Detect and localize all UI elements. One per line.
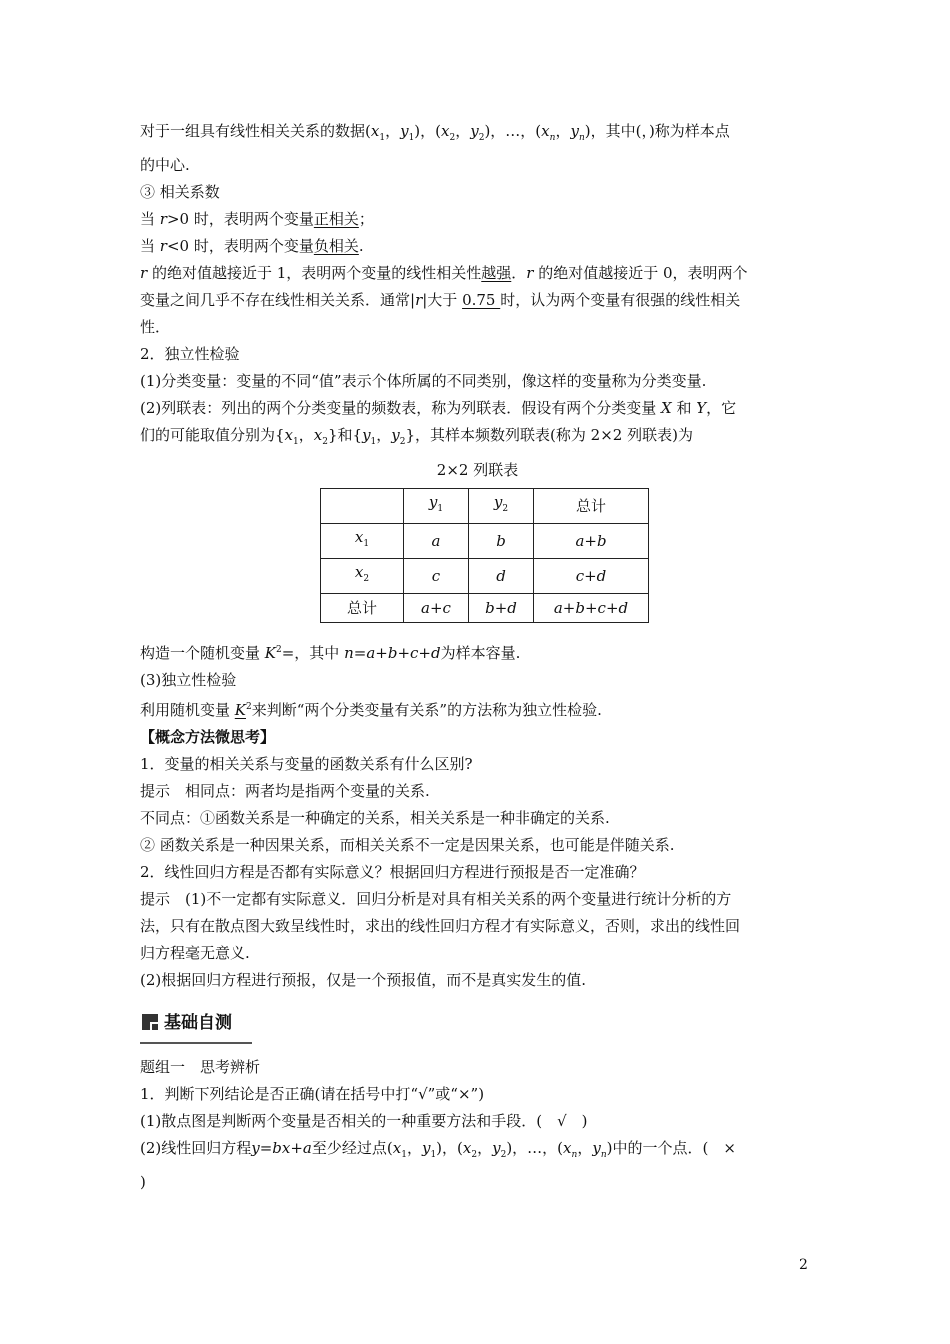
- text: 的绝对值越接近于 0，表明两个: [533, 264, 748, 282]
- text: ，: [577, 1139, 593, 1157]
- table-cell: a+b+c+d: [534, 594, 649, 623]
- table-row: [321, 524, 649, 559]
- subscript: 2: [471, 1150, 478, 1160]
- paragraph-line: [140, 233, 815, 260]
- text: ，: [298, 426, 314, 444]
- text: 利用随机变量: [140, 701, 235, 719]
- text: 当: [140, 210, 160, 228]
- math-var: x: [392, 1139, 402, 1157]
- math-var: n: [344, 644, 354, 662]
- text: )，其中(，)称为样本点: [584, 122, 730, 140]
- paragraph-line: 不同点：①函数关系是一种确定的关系，相关关系是一种非确定的关系.: [140, 809, 610, 827]
- table-header-cell: [404, 489, 469, 524]
- text: 构造一个随机变量: [140, 644, 265, 662]
- table-header-cell: [321, 489, 404, 524]
- subscript: 2: [478, 133, 485, 143]
- text: 来判断“两个分类变量有关系”的方法称为独立性检验.: [251, 701, 602, 719]
- text: ，它: [706, 399, 737, 417]
- text: =: [353, 644, 367, 662]
- text: )，…，(: [484, 122, 542, 140]
- text: }，其样本频数列联表(称为 2×2 列联表)为: [405, 426, 693, 444]
- paragraph-line: ② 函数关系是一种因果关系，而相关关系不一定是因果关系，也可能是伴随关系.: [140, 836, 675, 854]
- statement-line: [140, 1135, 815, 1169]
- text: 至少经过点(: [311, 1139, 393, 1157]
- text: 对于一组具有线性相关关系的数据(: [140, 122, 371, 140]
- math-expression: a+b+c+d: [366, 644, 441, 662]
- math-var: y: [493, 493, 503, 511]
- text: )，…，(: [506, 1139, 564, 1157]
- page-number: 2: [799, 1257, 808, 1273]
- text: ，: [455, 122, 471, 140]
- math-var: y: [400, 122, 409, 140]
- subheading: (3)独立性检验: [140, 671, 237, 689]
- table-header-row: [321, 489, 649, 524]
- table-row: [321, 594, 649, 623]
- text: ，: [385, 122, 401, 140]
- math-var: X: [661, 399, 672, 417]
- math-var: r: [140, 264, 148, 282]
- text: }和{: [327, 426, 363, 444]
- text: <0 时，表明两个变量: [166, 237, 314, 255]
- subscript: 2: [322, 437, 328, 447]
- text: (2)线性回归方程: [140, 1139, 252, 1157]
- text: 当: [140, 237, 160, 255]
- subscript: 2: [399, 437, 406, 447]
- hint-line: 提示 (1)不一定都有实际意义．回归分析是对具有相关关系的两个变量进行统计分析的方: [140, 890, 732, 908]
- text: )中的一个点．( ×: [606, 1139, 736, 1157]
- paragraph-line: [140, 206, 815, 233]
- paragraph-line: [140, 637, 815, 667]
- section-square-icon: [142, 1014, 158, 1030]
- text: ，: [406, 1139, 422, 1157]
- math-var: x: [284, 426, 294, 444]
- text: )，(: [436, 1139, 463, 1157]
- subscript: 1: [379, 133, 386, 143]
- statement-line: ): [140, 1173, 146, 1191]
- section-header: [140, 1008, 252, 1044]
- table-cell: a+c: [404, 594, 469, 623]
- text: ，: [555, 122, 571, 140]
- math-var: x: [354, 563, 364, 581]
- table-cell: c: [404, 559, 469, 594]
- text: |大于: [422, 291, 463, 309]
- math-var: K: [234, 701, 246, 719]
- paragraph-line: [140, 287, 815, 314]
- table-cell: 总计: [321, 594, 404, 623]
- table-cell: d: [469, 559, 534, 594]
- subscript: 1: [370, 437, 377, 447]
- page-content: [140, 118, 815, 1196]
- subscript: n: [549, 133, 556, 143]
- text: 变量之间几乎不存在线性相关关系．通常|: [140, 291, 416, 309]
- subscript: 2: [363, 574, 370, 584]
- subheading: 2．独立性检验: [140, 345, 240, 363]
- subscript: n: [571, 1150, 578, 1160]
- underlined-answer: 0.75: [462, 291, 501, 309]
- superscript: 2: [276, 645, 282, 655]
- math-var: x: [541, 122, 550, 140]
- math-expression: y=bx+a: [251, 1139, 312, 1157]
- math-var: y: [492, 1139, 501, 1157]
- paragraph-line: [140, 422, 815, 456]
- statement-line: (1)散点图是判断两个变量是否相关的一种重要方法和手段．( √ ): [140, 1112, 588, 1130]
- math-var: y: [470, 122, 479, 140]
- subscript: 1: [401, 1150, 407, 1160]
- table-cell: [321, 559, 404, 594]
- math-var: y: [421, 1139, 431, 1157]
- math-var: K: [264, 644, 276, 662]
- paragraph-line: [140, 395, 815, 422]
- math-var: x: [313, 426, 323, 444]
- math-var: y: [592, 1139, 601, 1157]
- math-var: r: [159, 210, 167, 228]
- text: >0 时，表明两个变量: [166, 210, 314, 228]
- math-var: r: [526, 264, 534, 282]
- subscript: 2: [500, 1150, 507, 1160]
- text: )，(: [414, 122, 442, 140]
- paragraph-line: 归方程毫无意义.: [140, 944, 250, 962]
- paragraph-line: [140, 694, 815, 724]
- superscript: 2: [246, 702, 252, 712]
- underlined-answer: 正相关: [313, 210, 359, 228]
- text: ，: [376, 426, 392, 444]
- paragraph-line: 的中心.: [140, 156, 190, 174]
- table-header-cell: 总计: [534, 489, 649, 524]
- math-var: y: [428, 493, 438, 511]
- question-line: 2．线性回归方程是否都有实际意义？根据回归方程进行预报是否一定准确？: [140, 863, 645, 881]
- paragraph-line: (1)分类变量：变量的不同“值”表示个体所属的不同类别，像这样的变量称为分类变量.: [140, 372, 707, 390]
- math-var: y: [570, 122, 579, 140]
- text: .: [358, 237, 364, 255]
- subscript: 1: [363, 539, 370, 549]
- group-label: 题组一 思考辨析: [140, 1058, 261, 1076]
- table-header-cell: [469, 489, 534, 524]
- question-line: 1．判断下列结论是否正确(请在括号中打“√”或“×”): [140, 1085, 485, 1103]
- math-var: x: [354, 528, 364, 546]
- section-title: 基础自测: [164, 1013, 232, 1033]
- text: (2)列联表：列出的两个分类变量的频数表，称为列联表．假设有两个分类变量: [140, 399, 662, 417]
- table-row: [321, 559, 649, 594]
- paragraph-line: [140, 118, 815, 152]
- text: 的绝对值越接近于 1，表明两个变量的线性相关性: [147, 264, 482, 282]
- underlined-answer: 负相关: [313, 237, 359, 255]
- subscript: 1: [408, 133, 415, 143]
- table-caption: 2×2 列联表: [436, 461, 519, 479]
- text: ．: [511, 264, 527, 282]
- text: ；: [358, 210, 374, 228]
- subscript: n: [600, 1150, 607, 1160]
- subscript: 2: [449, 133, 456, 143]
- subscript: n: [578, 133, 585, 143]
- text: 和: [671, 399, 697, 417]
- paragraph-line: [140, 260, 815, 287]
- question-line: 1．变量的相关关系与变量的函数关系有什么区别?: [140, 755, 473, 773]
- text: 们的可能取值分别为{: [140, 426, 285, 444]
- math-var: y: [362, 426, 371, 444]
- math-var: r: [159, 237, 167, 255]
- paragraph-line: (2)根据回归方程进行预报，仅是一个预报值，而不是真实发生的值.: [140, 971, 587, 989]
- text: 为样本容量.: [440, 644, 521, 662]
- table-cell: a: [404, 524, 469, 559]
- subheading: ③ 相关系数: [140, 183, 220, 201]
- math-var: x: [441, 122, 450, 140]
- table-cell: c+d: [534, 559, 649, 594]
- math-var: y: [391, 426, 400, 444]
- subscript: 1: [293, 437, 299, 447]
- math-var: x: [563, 1139, 572, 1157]
- paragraph-line: 法，只有在散点图大致呈线性时，求出的线性回归方程才有实际意义，否则，求出的线性回: [140, 917, 741, 935]
- math-var: Y: [696, 399, 707, 417]
- subscript: 1: [437, 504, 444, 514]
- table-cell: b: [469, 524, 534, 559]
- paragraph-line: 性．: [140, 318, 171, 336]
- text: =，其中: [281, 644, 345, 662]
- subscript: 1: [430, 1150, 437, 1160]
- contingency-table: [320, 488, 649, 623]
- text: 时，认为两个变量有很强的线性相关: [500, 291, 741, 309]
- concept-heading: 【概念方法微思考】: [140, 728, 276, 746]
- table-cell: b+d: [469, 594, 534, 623]
- math-var: x: [370, 122, 380, 140]
- text: ，: [477, 1139, 493, 1157]
- underlined-answer: 越强: [481, 264, 512, 282]
- math-var: r: [415, 291, 423, 309]
- table-cell: [321, 524, 404, 559]
- table-cell: a+b: [534, 524, 649, 559]
- math-var: x: [462, 1139, 472, 1157]
- subscript: 2: [502, 504, 509, 514]
- hint-line: 提示 相同点：两者均是指两个变量的关系.: [140, 782, 430, 800]
